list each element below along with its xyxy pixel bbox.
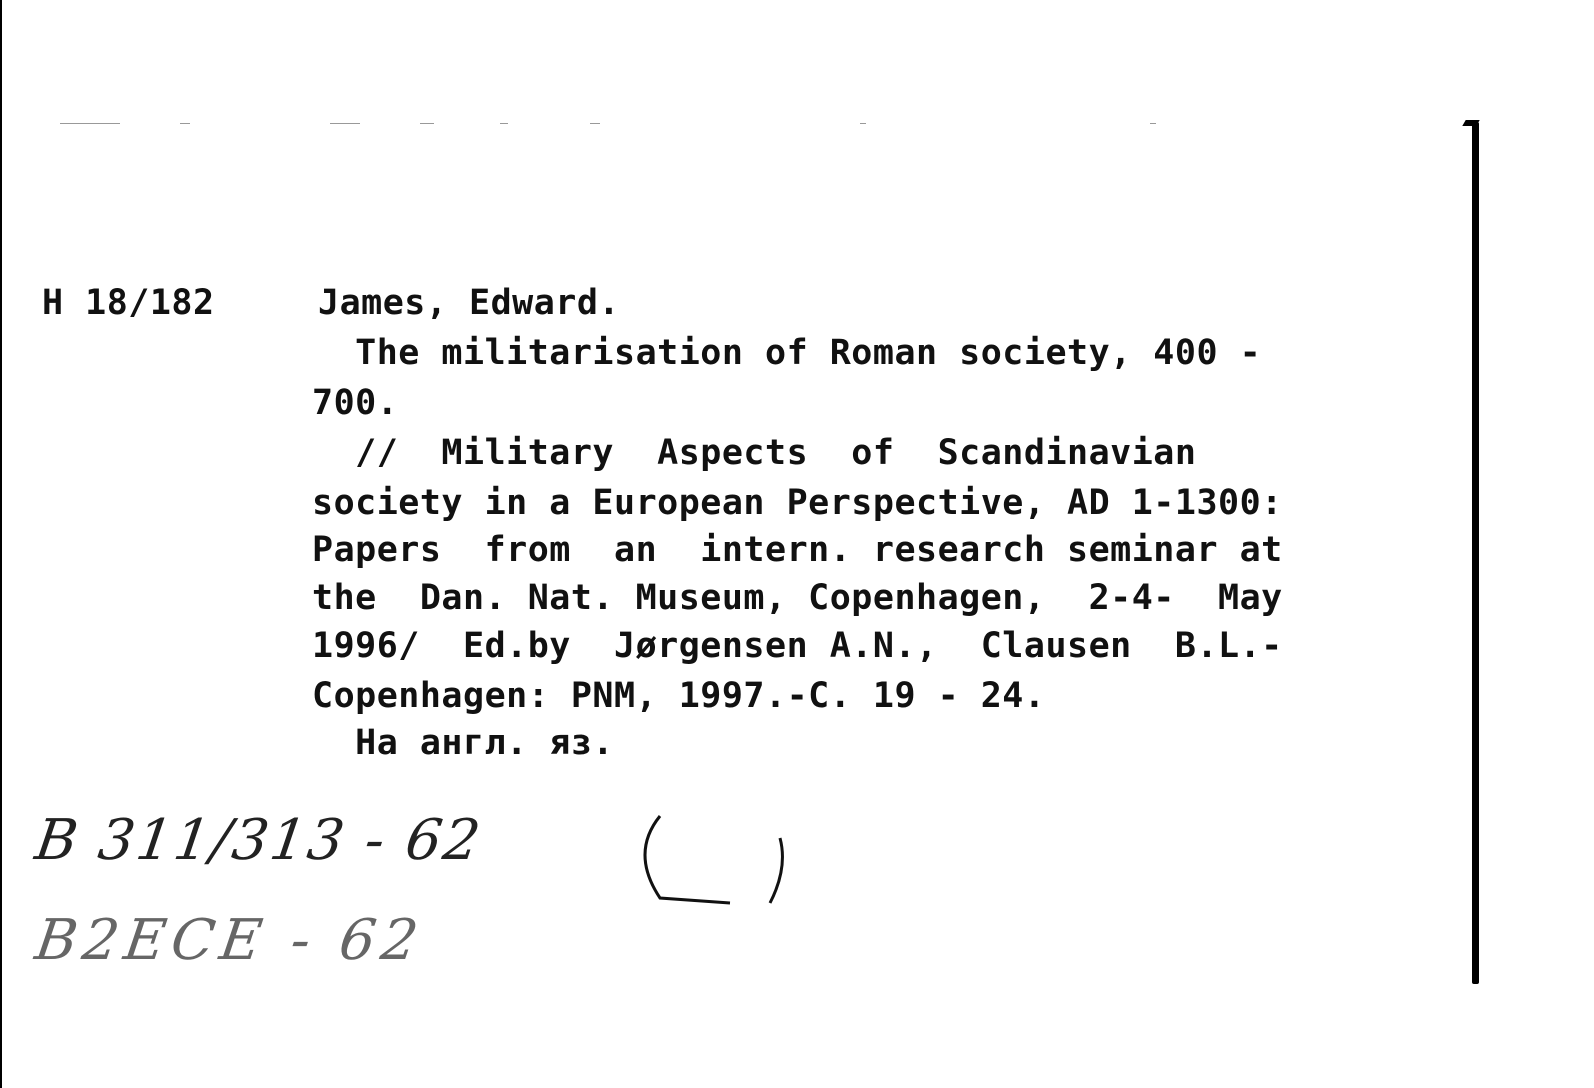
source-line: society in a European Perspective, AD 1-1300: xyxy=(312,483,1283,523)
author-heading: James, Edward. xyxy=(318,283,621,323)
source-line: Papers from an intern. research seminar at xyxy=(312,530,1283,570)
publication-line: Copenhagen: PNM, 1997.-C. 19 - 24. xyxy=(312,676,1046,716)
handwritten-code: B 311/313 - 62 xyxy=(31,808,486,873)
dotted-guide-line xyxy=(60,123,1160,125)
card-left-edge xyxy=(0,0,2,1088)
source-line: the Dan. Nat. Museum, Copenhagen, 2-4- May xyxy=(312,578,1283,618)
title-line: The militarisation of Roman society, 400 - xyxy=(312,333,1262,373)
language-note: На англ. яз. xyxy=(312,723,615,763)
source-line: 1996/ Ed.by Jørgensen A.N., Clausen B.L.- xyxy=(312,626,1283,666)
handwritten-code: B2ECE - 62 xyxy=(31,908,428,973)
card-right-border xyxy=(1472,122,1479,984)
handwritten-bracket-mark xyxy=(630,808,800,918)
source-line: // Military Aspects of Scandinavian xyxy=(312,433,1197,473)
shelfmark: H 18/182 xyxy=(42,283,215,323)
title-line: 700. xyxy=(312,383,399,423)
